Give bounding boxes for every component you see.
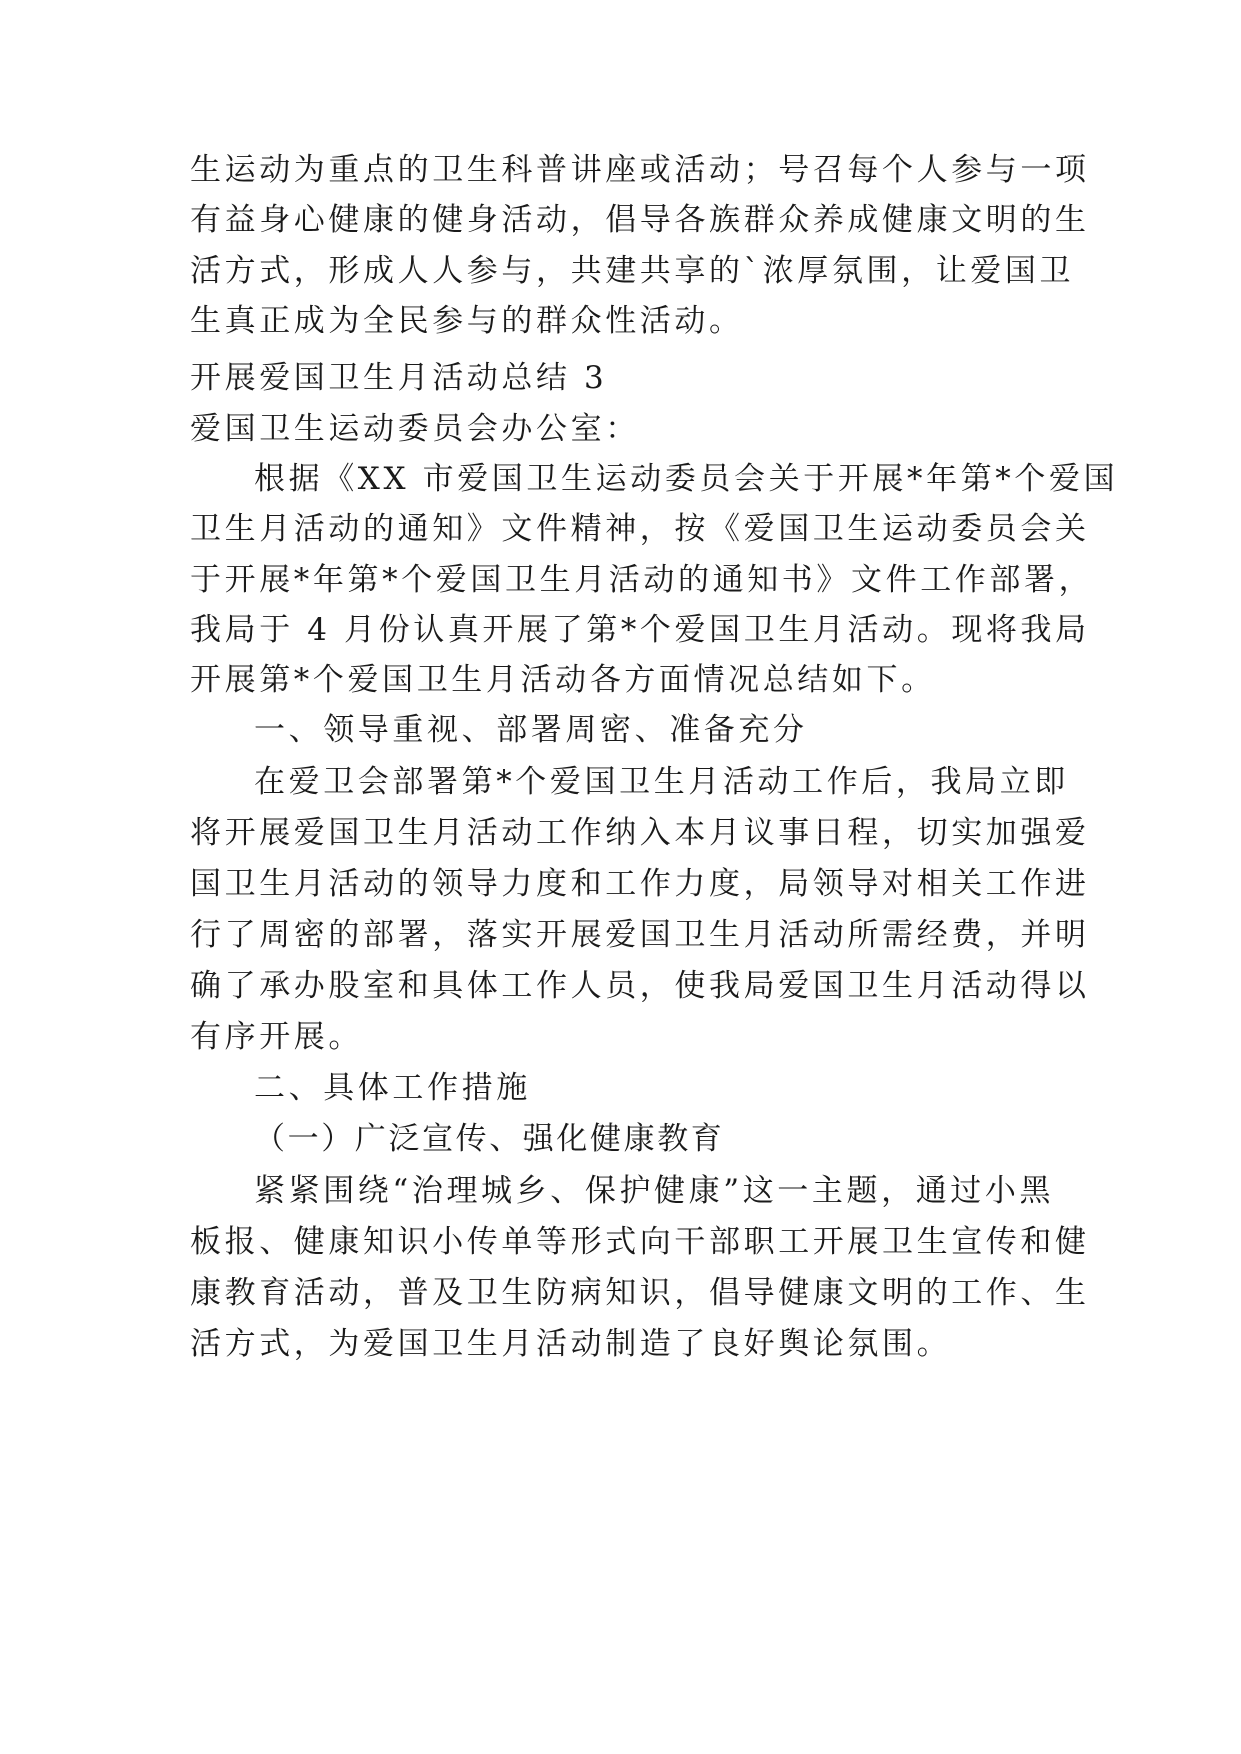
body-line: 有益身心健康的健身活动，倡导各族群众养成健康文明的生: [190, 202, 1090, 238]
body-line: 行了周密的部署，落实开展爱国卫生月活动所需经费，并明: [190, 917, 1090, 953]
heading-1: 一、领导重视、部署周密、准备充分: [254, 712, 808, 748]
body-line: 将开展爱国卫生月活动工作纳入本月议事日程，切实加强爱: [190, 815, 1090, 851]
body-line: 卫生月活动的通知》文件精神，按《爱国卫生运动委员会关: [190, 511, 1090, 547]
sub-heading: （一）广泛宣传、强化健康教育: [254, 1121, 725, 1157]
body-line: 确了承办股室和具体工作人员，使我局爱国卫生月活动得以: [190, 968, 1090, 1004]
body-line: 我局于 4 月份认真开展了第*个爱国卫生月活动。现将我局: [190, 612, 1090, 648]
body-line: 开展第*个爱国卫生月活动各方面情况总结如下。: [190, 662, 936, 698]
paragraph-first-line: 紧紧围绕“治理城乡、保护健康”这一主题，通过小黑: [254, 1173, 1055, 1209]
body-line: 活方式，为爱国卫生月活动制造了良好舆论氛围。: [190, 1326, 952, 1362]
body-line: 有序开展。: [190, 1019, 363, 1055]
body-line: 生真正成为全民参与的群众性活动。: [190, 303, 744, 339]
body-line: 活方式，形成人人参与，共建共享的`浓厚氛围，让爱国卫: [190, 253, 1075, 289]
body-line: 板报、健康知识小传单等形式向干部职工开展卫生宣传和健: [190, 1224, 1090, 1260]
heading-2: 二、具体工作措施: [254, 1070, 531, 1106]
paragraph-first-line: 在爱卫会部署第*个爱国卫生月活动工作后，我局立即: [254, 764, 1069, 800]
paragraph-first-line: 根据《XX 市爱国卫生运动委员会关于开展*年第*个爱国: [254, 461, 1119, 497]
section-title: 开展爱国卫生月活动总结 3: [190, 360, 608, 396]
body-line: 康教育活动，普及卫生防病知识，倡导健康文明的工作、生: [190, 1275, 1090, 1311]
body-line: 于开展*年第*个爱国卫生月活动的通知书》文件工作部署，: [190, 562, 1094, 598]
addressee-line: 爱国卫生运动委员会办公室：: [190, 411, 640, 447]
body-line: 生运动为重点的卫生科普讲座或活动；号召每个人参与一项: [190, 152, 1090, 188]
body-line: 国卫生月活动的领导力度和工作力度，局领导对相关工作进: [190, 866, 1090, 902]
